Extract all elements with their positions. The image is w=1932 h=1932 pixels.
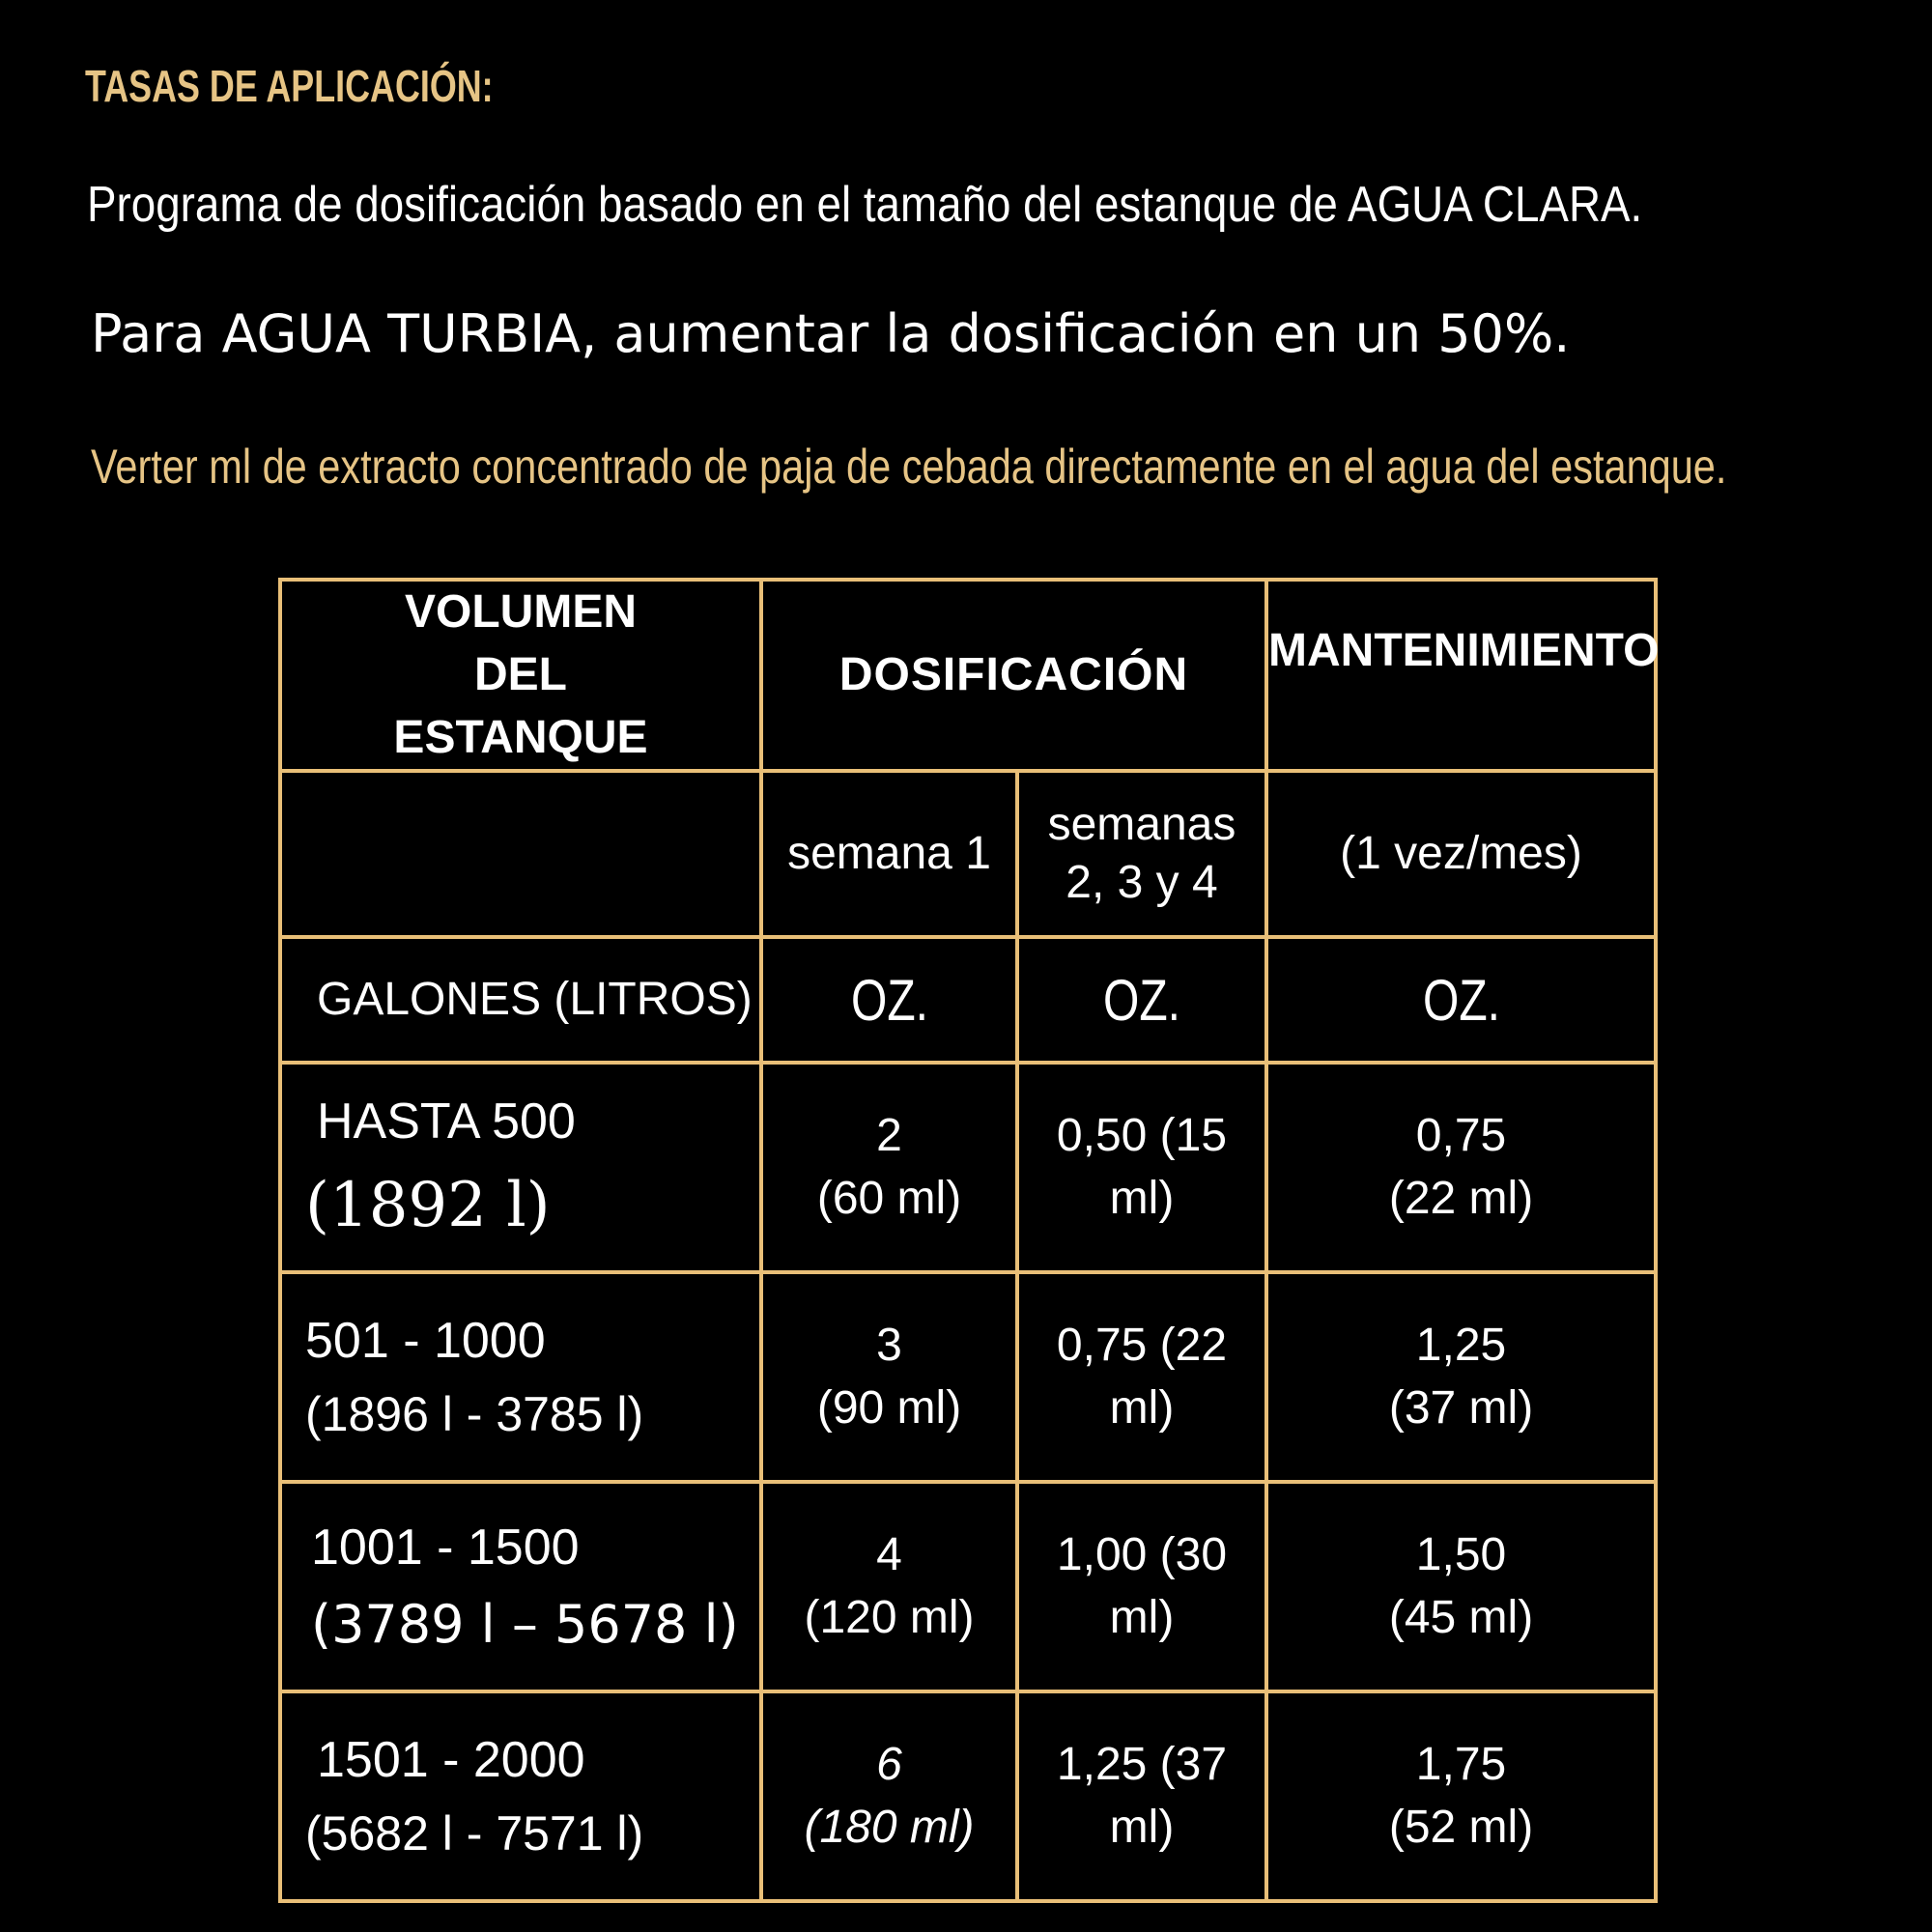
row-week1: [761, 1063, 1017, 1272]
week1-oz: 3: [876, 1320, 902, 1372]
pour-instruction: Verter ml de extracto concentrado de paja de cebada directamente en el agua del estanque.: [91, 440, 1727, 494]
row-volume: [280, 1272, 761, 1482]
row-week1: [761, 1691, 1017, 1901]
table-row: [280, 1482, 1656, 1691]
units-monthly-cell: [1266, 937, 1656, 1063]
week1-oz: 6: [876, 1739, 902, 1791]
row-monthly: [1266, 1482, 1656, 1691]
weeks234-oz: 1,00 (30: [1056, 1529, 1228, 1581]
row-monthly: [1266, 1691, 1656, 1901]
monthly-oz: 1,25: [1415, 1320, 1507, 1372]
murky-water-note: Para AGUA TURBIA, aumentar la dosificación en un 50%.: [91, 303, 1571, 364]
volume-liters: (1892 l): [305, 1169, 551, 1241]
header-row: [280, 580, 1656, 771]
subheader-week1: semana 1: [761, 771, 1017, 937]
header-volume: VOLUMEN DEL ESTANQUE: [280, 580, 761, 771]
weeks234-oz: 0,75 (22: [1056, 1320, 1228, 1372]
week1-ml: (120 ml): [804, 1591, 975, 1643]
row-monthly: [1266, 1272, 1656, 1482]
volume-gallons: 1501 - 2000: [317, 1732, 585, 1789]
units-weeks234: OZ.: [1103, 967, 1180, 1033]
monthly-ml: (37 ml): [1388, 1381, 1534, 1434]
header-dosage: DOSIFICACIÓN: [761, 580, 1266, 771]
units-monthly: OZ.: [1422, 967, 1500, 1033]
units-week1-cell: [761, 937, 1017, 1063]
volume-liters: (5682 l - 7571 l): [305, 1806, 644, 1861]
volume-gallons: 501 - 1000: [305, 1313, 546, 1370]
monthly-oz: 1,75: [1415, 1739, 1507, 1791]
units-row: [280, 937, 1656, 1063]
subheader-empty: [280, 771, 761, 937]
monthly-oz: 0,75: [1415, 1110, 1507, 1162]
row-monthly: [1266, 1063, 1656, 1272]
subheader-monthly: (1 vez/mes): [1266, 771, 1656, 937]
volume-liters: (1896 l - 3785 l): [305, 1387, 644, 1442]
row-volume: [280, 1691, 761, 1901]
page-heading: TASAS DE APLICACIÓN:: [85, 61, 494, 111]
row-weeks234: [1017, 1063, 1266, 1272]
week1-ml: (60 ml): [816, 1172, 962, 1224]
week1-oz: 2: [876, 1110, 902, 1162]
volume-liters: (3789 l – 5678 l): [311, 1594, 739, 1656]
monthly-ml: (22 ml): [1388, 1172, 1534, 1224]
row-week1: [761, 1482, 1017, 1691]
weeks234-ml: ml): [1109, 1172, 1175, 1224]
row-week1: [761, 1272, 1017, 1482]
week1-ml: (90 ml): [816, 1381, 962, 1434]
subheader-row: [280, 771, 1656, 937]
monthly-ml: (52 ml): [1388, 1801, 1534, 1853]
units-week1: OZ.: [850, 967, 928, 1033]
weeks234-ml: ml): [1109, 1381, 1175, 1434]
week1-ml: (180 ml): [804, 1801, 975, 1853]
row-weeks234: [1017, 1482, 1266, 1691]
volume-gallons: HASTA 500: [317, 1093, 576, 1150]
volume-gallons: 1001 - 1500: [311, 1520, 580, 1577]
subheader-weeks234: semanas 2, 3 y 4: [1017, 771, 1266, 937]
units-volume: GALONES (LITROS): [280, 937, 761, 1063]
weeks234-oz: 0,50 (15: [1056, 1110, 1228, 1162]
row-weeks234: [1017, 1691, 1266, 1901]
units-weeks234-cell: [1017, 937, 1266, 1063]
table-row: [280, 1063, 1656, 1272]
weeks234-ml: ml): [1109, 1591, 1175, 1643]
weeks234-ml: ml): [1109, 1801, 1175, 1853]
week1-oz: 4: [876, 1529, 902, 1581]
dosage-table: [278, 578, 1658, 1903]
row-volume: [280, 1482, 761, 1691]
table-row: [280, 1272, 1656, 1482]
monthly-oz: 1,50: [1415, 1529, 1507, 1581]
monthly-ml: (45 ml): [1388, 1591, 1534, 1643]
row-volume: [280, 1063, 761, 1272]
row-weeks234: [1017, 1272, 1266, 1482]
clear-water-note: Programa de dosificación basado en el tamaño del estanque de AGUA CLARA.: [87, 177, 1643, 233]
header-maintenance: MANTENIMIENTO: [1266, 580, 1656, 771]
weeks234-oz: 1,25 (37: [1056, 1739, 1228, 1791]
table-row: [280, 1691, 1656, 1901]
